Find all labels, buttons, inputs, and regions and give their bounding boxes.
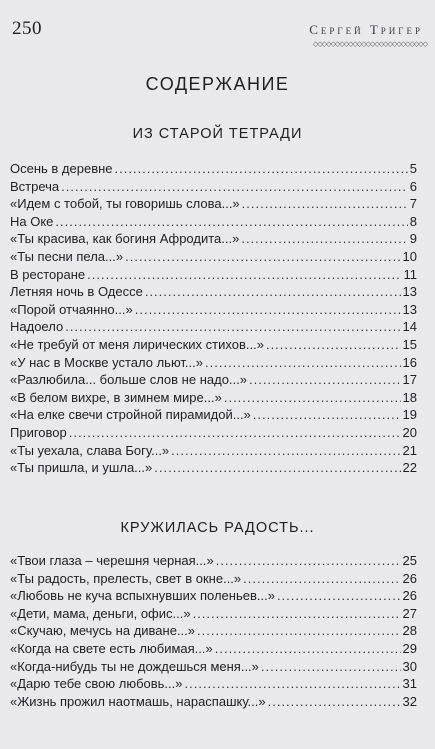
header-ornament: ◇◇◇◇◇◇◇◇◇◇◇◇◇◇◇◇◇◇◇◇◇◇◇◇◇◇ — [313, 40, 427, 48]
toc-entry-title: «В белом вихре, в зимнем мире...» — [10, 389, 222, 405]
toc-entry-title: «Идем с тобой, ты говоришь слова...» — [10, 196, 240, 212]
toc-entry-page: 30 — [402, 658, 417, 674]
toc-entry-title: «Дети, мама, деньги, офис...» — [10, 605, 191, 621]
contents-title: СОДЕРЖАНИЕ — [145, 74, 290, 94]
toc-entry — [10, 622, 417, 640]
toc-entry — [10, 675, 417, 693]
toc-entry — [10, 266, 417, 284]
toc-leader-dots — [243, 570, 400, 588]
toc-entry — [10, 658, 417, 676]
toc-entry-title: «Не требуй от меня лирических стихов...» — [10, 336, 264, 352]
toc-entry — [10, 301, 417, 319]
toc-entry-title: «Ты красива, как богиня Афродита...» — [10, 231, 240, 247]
toc-entry-page: 20 — [402, 424, 417, 440]
toc-leader-dots — [242, 195, 408, 213]
toc-entry — [10, 693, 417, 711]
toc-entry-page: 26 — [402, 570, 417, 586]
toc-entry-title: Надоело — [10, 319, 64, 335]
toc-leader-dots — [145, 283, 401, 301]
toc-entry — [10, 213, 417, 231]
toc-entry-title: «Скучаю, мечусь на диване...» — [10, 623, 196, 639]
toc-entry-page: 5 — [409, 161, 417, 176]
toc-leader-dots — [253, 406, 401, 424]
toc-entry-title: «Ты уехала, слава Богу...» — [10, 442, 170, 458]
toc-entry-page: 8 — [409, 213, 417, 229]
toc-entry-page: 16 — [402, 354, 417, 370]
toc-entry-title: «У нас в Москве устало льют...» — [10, 354, 204, 370]
toc-leader-dots — [266, 336, 401, 354]
toc-leader-dots — [241, 230, 407, 248]
toc-leader-dots — [205, 354, 401, 372]
toc-entry-title: «На елке свечи стройной пирамидой...» — [10, 407, 251, 423]
toc-leader-dots — [249, 371, 401, 389]
toc-entry — [10, 587, 417, 605]
toc-entry-title: «Твои глаза – черешня черная...» — [10, 553, 214, 568]
toc-leader-dots — [65, 318, 400, 336]
toc-entry-page: 32 — [402, 693, 417, 709]
toc-entry-page: 29 — [402, 640, 417, 656]
toc-section-1 — [10, 160, 417, 477]
toc-leader-dots — [216, 552, 401, 570]
toc-leader-dots — [277, 587, 401, 605]
toc-leader-dots — [135, 301, 401, 319]
toc-entry-page: 31 — [402, 676, 417, 692]
toc-entry — [10, 178, 417, 196]
section-title-1: ИЗ СТАРОЙ ТЕТРАДИ — [132, 126, 303, 142]
toc-entry-page: 9 — [409, 231, 417, 247]
toc-entry-page: 18 — [402, 389, 417, 405]
toc-entry-title: Встреча — [10, 178, 60, 194]
toc-entry — [10, 230, 417, 248]
toc-leader-dots — [261, 658, 401, 676]
toc-entry-title: Осень в деревне — [10, 161, 113, 176]
toc-entry — [10, 406, 417, 424]
author-name: Сергей Тригер — [309, 22, 423, 37]
toc-entry — [10, 424, 417, 442]
toc-entry-title: Приговор — [10, 424, 67, 440]
running-header — [12, 18, 427, 54]
toc-entry-page: 15 — [402, 336, 417, 352]
toc-entry-page: 22 — [402, 460, 417, 476]
toc-entry-title: «Порой отчаянно...» — [10, 301, 133, 317]
toc-entry-title: На Оке — [10, 213, 54, 229]
toc-entry-page: 13 — [402, 284, 417, 300]
toc-entry-page: 10 — [402, 248, 417, 264]
toc-entry-page: 17 — [402, 372, 417, 388]
toc-entry-title: Летняя ночь в Одессе — [10, 284, 143, 300]
toc-leader-dots — [185, 675, 401, 693]
toc-entry-title: «Любовь не куча вспыхнувших поленьев...» — [10, 588, 275, 604]
toc-entry-title: «Ты песни пела...» — [10, 248, 124, 264]
toc-entry-title: «Дарю тебе свою любовь...» — [10, 676, 183, 692]
toc-entry — [10, 318, 417, 336]
toc-entry-page: 14 — [402, 319, 417, 335]
toc-leader-dots — [215, 640, 401, 658]
toc-entry — [10, 570, 417, 588]
toc-leader-dots — [61, 178, 408, 196]
toc-entry-title: «Когда-нибудь ты не дождешься меня...» — [10, 658, 259, 674]
toc-leader-dots — [87, 266, 401, 284]
toc-entry — [10, 371, 417, 389]
toc-entry-title: «Ты радость, прелесть, свет в окне...» — [10, 570, 242, 586]
toc-entry-page: 11 — [403, 266, 417, 282]
toc-leader-dots — [115, 160, 408, 178]
page-number: 250 — [12, 18, 42, 39]
toc-leader-dots — [224, 389, 401, 407]
section-title-2: КРУЖИЛАСЬ РАДОСТЬ... — [120, 520, 315, 536]
toc-entry — [10, 640, 417, 658]
toc-leader-dots — [125, 248, 400, 266]
toc-entry — [10, 442, 417, 460]
toc-entry — [10, 195, 417, 213]
toc-entry — [10, 459, 417, 477]
toc-leader-dots — [193, 605, 401, 623]
toc-entry-page: 28 — [402, 623, 417, 639]
toc-entry — [10, 160, 417, 178]
toc-entry — [10, 336, 417, 354]
toc-leader-dots — [171, 442, 400, 460]
toc-entry — [10, 605, 417, 623]
toc-entry-page: 7 — [409, 196, 417, 212]
toc-entry-title: «Жизнь прожил наотмашь, нараспашку...» — [10, 693, 266, 709]
toc-leader-dots — [268, 693, 401, 711]
toc-entry-page: 21 — [402, 442, 417, 458]
toc-entry — [10, 248, 417, 266]
toc-section-2 — [10, 552, 417, 710]
toc-entry-page: 25 — [402, 553, 417, 568]
toc-leader-dots — [154, 459, 400, 477]
toc-leader-dots — [197, 622, 401, 640]
toc-leader-dots — [55, 213, 407, 231]
toc-entry-page: 19 — [402, 407, 417, 423]
toc-entry-title: «Разлюбила... больше слов не надо...» — [10, 372, 247, 388]
toc-entry-title: В ресторане — [10, 266, 86, 282]
toc-leader-dots — [69, 424, 401, 442]
toc-entry — [10, 389, 417, 407]
toc-entry-title: «Когда на свете есть любимая...» — [10, 640, 213, 656]
toc-entry — [10, 354, 417, 372]
toc-entry-page: 13 — [402, 301, 417, 317]
toc-entry-page: 27 — [402, 605, 417, 621]
toc-entry — [10, 552, 417, 570]
toc-entry-title: «Ты пришла, и ушла...» — [10, 460, 153, 476]
toc-entry-page: 26 — [402, 588, 417, 604]
toc-entry-page: 6 — [409, 178, 417, 194]
toc-entry — [10, 283, 417, 301]
